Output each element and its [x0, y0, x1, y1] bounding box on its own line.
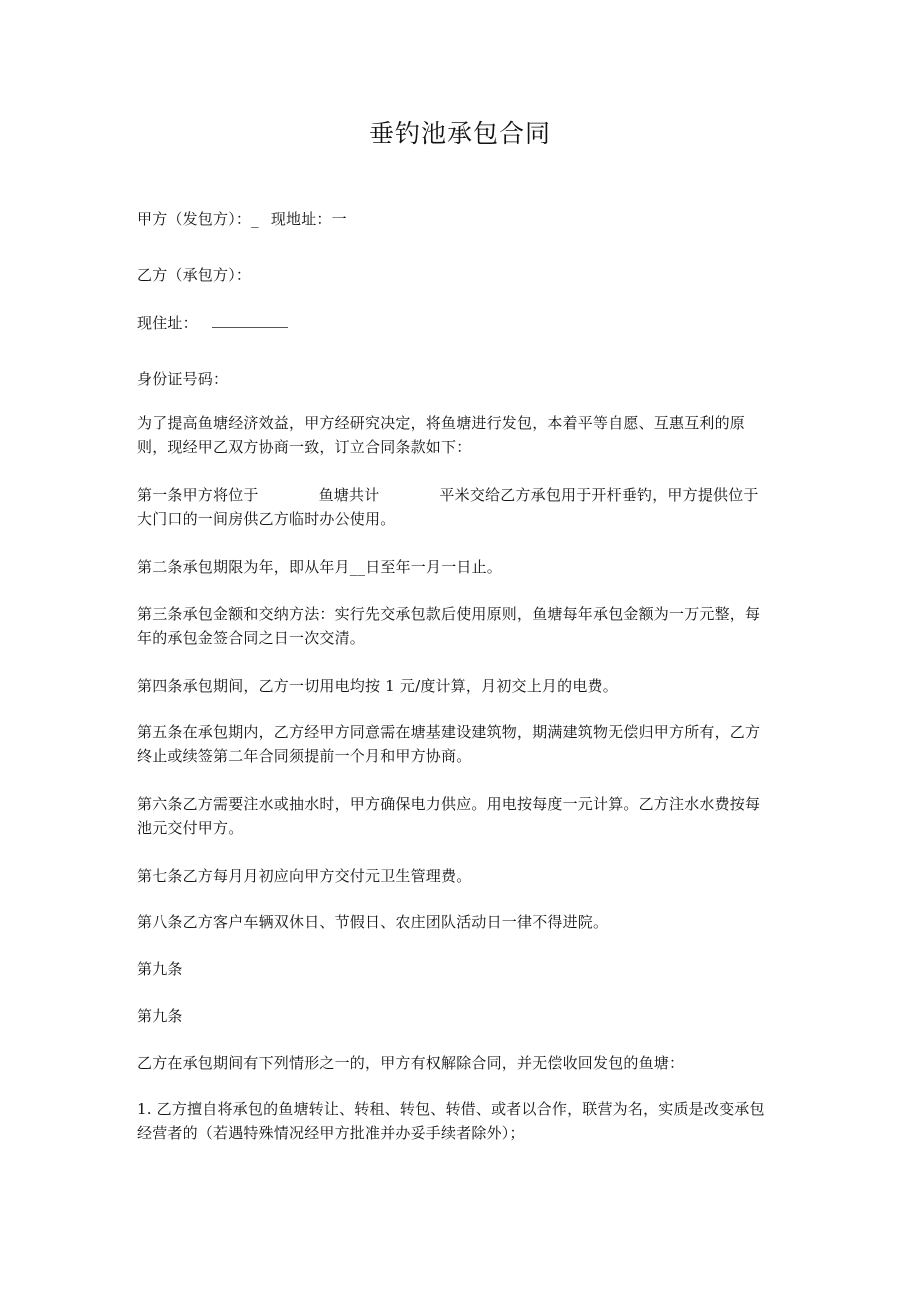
- article-9-heading-repeat: [137, 1004, 777, 1028]
- article-7-line-1: 第七条乙方每月月初应向甲方交付元卫生管理费。: [137, 867, 472, 885]
- article-4: [137, 674, 777, 698]
- termination-clause: [137, 1051, 777, 1075]
- article-6-line-1: 第六条乙方需要注水或抽水时，甲方确保电力供应。用电按每度一元计算。乙方注水水费按每: [137, 795, 761, 813]
- termination-item-1-line-1: 1. 乙方擅自将承包的鱼塘转让、转租、转包、转借、或者以合作，联营为名，实质是改变承包: [137, 1100, 765, 1118]
- article-1-seg-1: 第一条甲方将位于: [137, 486, 259, 504]
- article-5: [137, 720, 777, 768]
- preamble-line-2: 则，现经甲乙双方协商一致，订立合同条款如下：: [137, 438, 472, 456]
- id-number-label: 身份证号码：: [137, 370, 229, 388]
- party-a-address-label: 现地址：一: [270, 210, 347, 228]
- article-7: [137, 864, 777, 888]
- article-2-line-1: 第二条承包期限为年，即从年月__日至年一月一日止。: [137, 558, 503, 576]
- article-1-seg-2: 鱼塘共计: [318, 486, 380, 504]
- article-9-heading-repeat-text: 第九条: [137, 1007, 183, 1025]
- current-address-label: 现住址：: [137, 314, 198, 332]
- party-b-line: [137, 263, 777, 287]
- article-8-line-1: 第八条乙方客户车辆双休日、节假日、农庄团队活动日一律不得进院。: [137, 913, 609, 931]
- article-3-line-2: 年的承包金签合同之日一次交清。: [137, 629, 366, 647]
- article-8: [137, 910, 777, 934]
- party-a-label: 甲方（发包方）：_: [137, 210, 259, 228]
- party-a-line: [137, 207, 777, 231]
- article-3-line-1: 第三条承包金额和交纳方法：实行先交承包款后使用原则，鱼塘每年承包金额为一万元整，每: [137, 605, 761, 623]
- current-address-blank: [212, 313, 288, 328]
- article-2: [137, 555, 777, 579]
- party-b-label: 乙方（承包方）：: [137, 266, 252, 284]
- termination-line-1: 乙方在承包期间有下列情形之一的，甲方有权解除合同，并无偿收回发包的鱼塘：: [137, 1054, 685, 1072]
- article-1-line-2: 大门口的一间房供乙方临时办公使用。: [137, 510, 396, 528]
- article-9-heading-text: 第九条: [137, 960, 183, 978]
- article-6: [137, 792, 777, 840]
- article-1-seg-3: 平米交给乙方承包用于开杆垂钓，甲方提供位于: [439, 486, 759, 504]
- article-5-line-2: 终止或续签第二年合同须提前一个月和甲方协商。: [137, 747, 472, 765]
- article-9-heading: [137, 957, 777, 981]
- article-1: [137, 483, 777, 531]
- termination-item-1: [137, 1097, 777, 1145]
- article-4-line-1: 第四条承包期间，乙方一切用电均按 1 元/度计算，月初交上月的电费。: [137, 677, 618, 695]
- article-1-line-1: [137, 483, 777, 507]
- article-5-line-1: 第五条在承包期内，乙方经甲方同意需在塘基建设建筑物，期满建筑物无偿归甲方所有，乙方: [137, 723, 761, 741]
- document-title: 垂钓池承包合同: [368, 119, 551, 148]
- id-number-line: [137, 367, 777, 391]
- article-6-line-2: 池元交付甲方。: [137, 819, 244, 837]
- termination-item-1-line-2: 经营者的（若遇特殊情况经甲方批准并办妥手续者除外）；: [137, 1124, 525, 1142]
- preamble-paragraph: [137, 411, 777, 459]
- article-3: [137, 602, 777, 650]
- current-address-line: [137, 311, 777, 335]
- preamble-line-1: 为了提高鱼塘经济效益，甲方经研究决定，将鱼塘进行发包，本着平等自愿、互惠互利的原: [137, 414, 746, 432]
